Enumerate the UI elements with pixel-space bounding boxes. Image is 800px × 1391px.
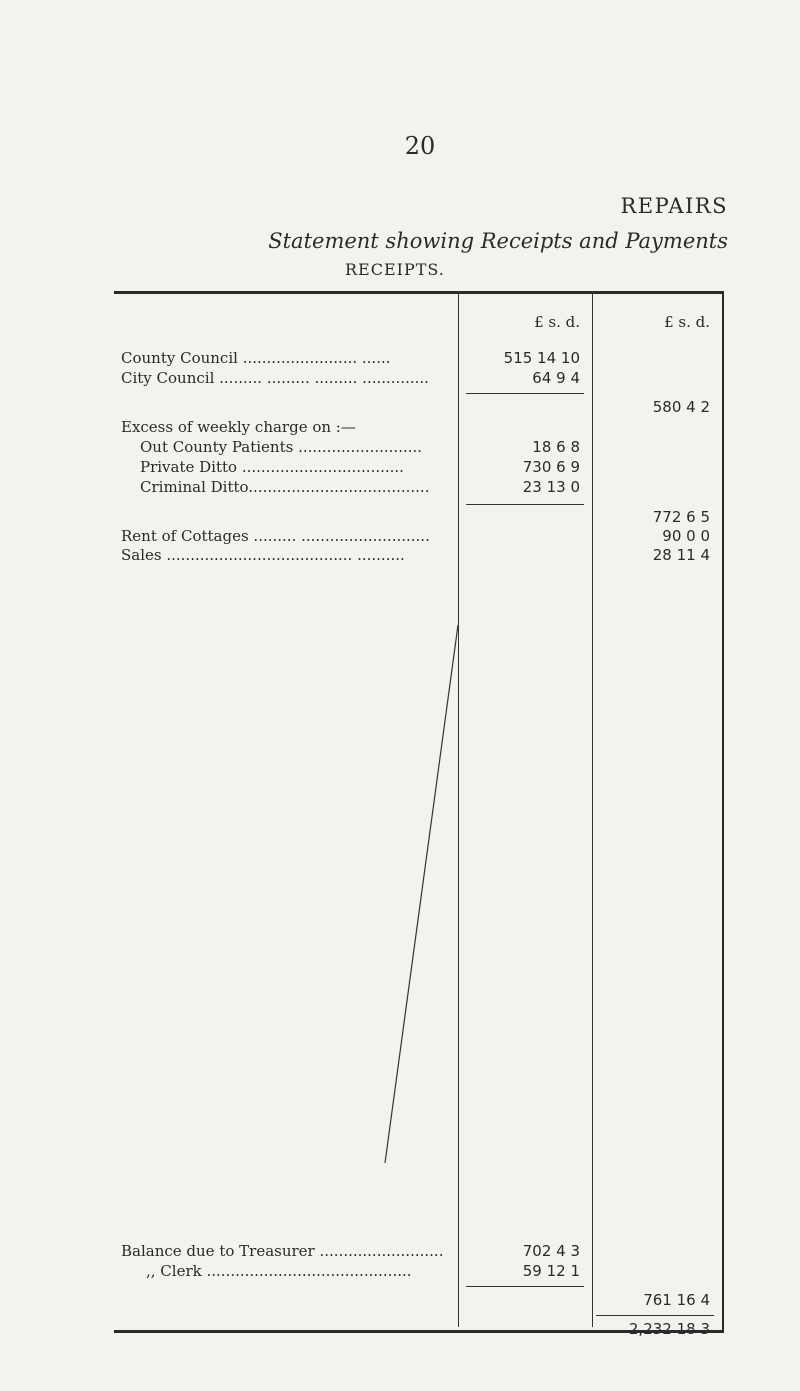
row-label: Rent of Cottages ......... ........................... [121,527,430,545]
row-col2: 90 0 0 [662,527,710,545]
section-heading: RECEIPTS. [345,260,445,279]
row-label: Balance due to Treasurer .......................... [121,1242,444,1260]
row-col1: 23 13 0 [522,478,580,496]
row-label: City Council ......... ......... ......... .............. [121,369,429,387]
col2-header: £ s. d. [664,313,710,331]
row-label: ,, Clerk ........................................... [146,1262,412,1280]
row-label: Private Ditto .................................. [140,458,404,476]
row-col2: 761 16 4 [643,1291,710,1309]
row-col1: 515 14 10 [503,349,580,367]
row-col2: 772 6 5 [652,508,710,526]
row-col1: 59 12 1 [522,1262,580,1280]
row-col2: 28 11 4 [652,546,710,564]
row-col1: 64 9 4 [532,369,580,387]
row-label: Out County Patients .......................... [140,438,423,456]
row-col1: 18 6 8 [532,438,580,456]
total-rule [596,1315,714,1316]
page-title: REPAIRS [620,194,728,218]
row-col1: 702 4 3 [522,1242,580,1260]
row-label: Sales ....................................... .......... [121,546,405,564]
row-label: County Council ........................ ...... [121,349,391,367]
grand-total: 2,232 18 3 [628,1320,710,1338]
col1-header: £ s. d. [534,313,580,331]
row-col2: 580 4 2 [652,398,710,416]
row-label: Criminal Ditto...................................... [140,478,430,496]
subtotal-rule [466,1286,584,1287]
page-number: 20 [404,132,436,160]
row-label: Excess of weekly charge on :— [121,418,356,436]
page-subtitle: Statement showing Receipts and Payments [268,229,728,253]
row-col1: 730 6 9 [522,458,580,476]
